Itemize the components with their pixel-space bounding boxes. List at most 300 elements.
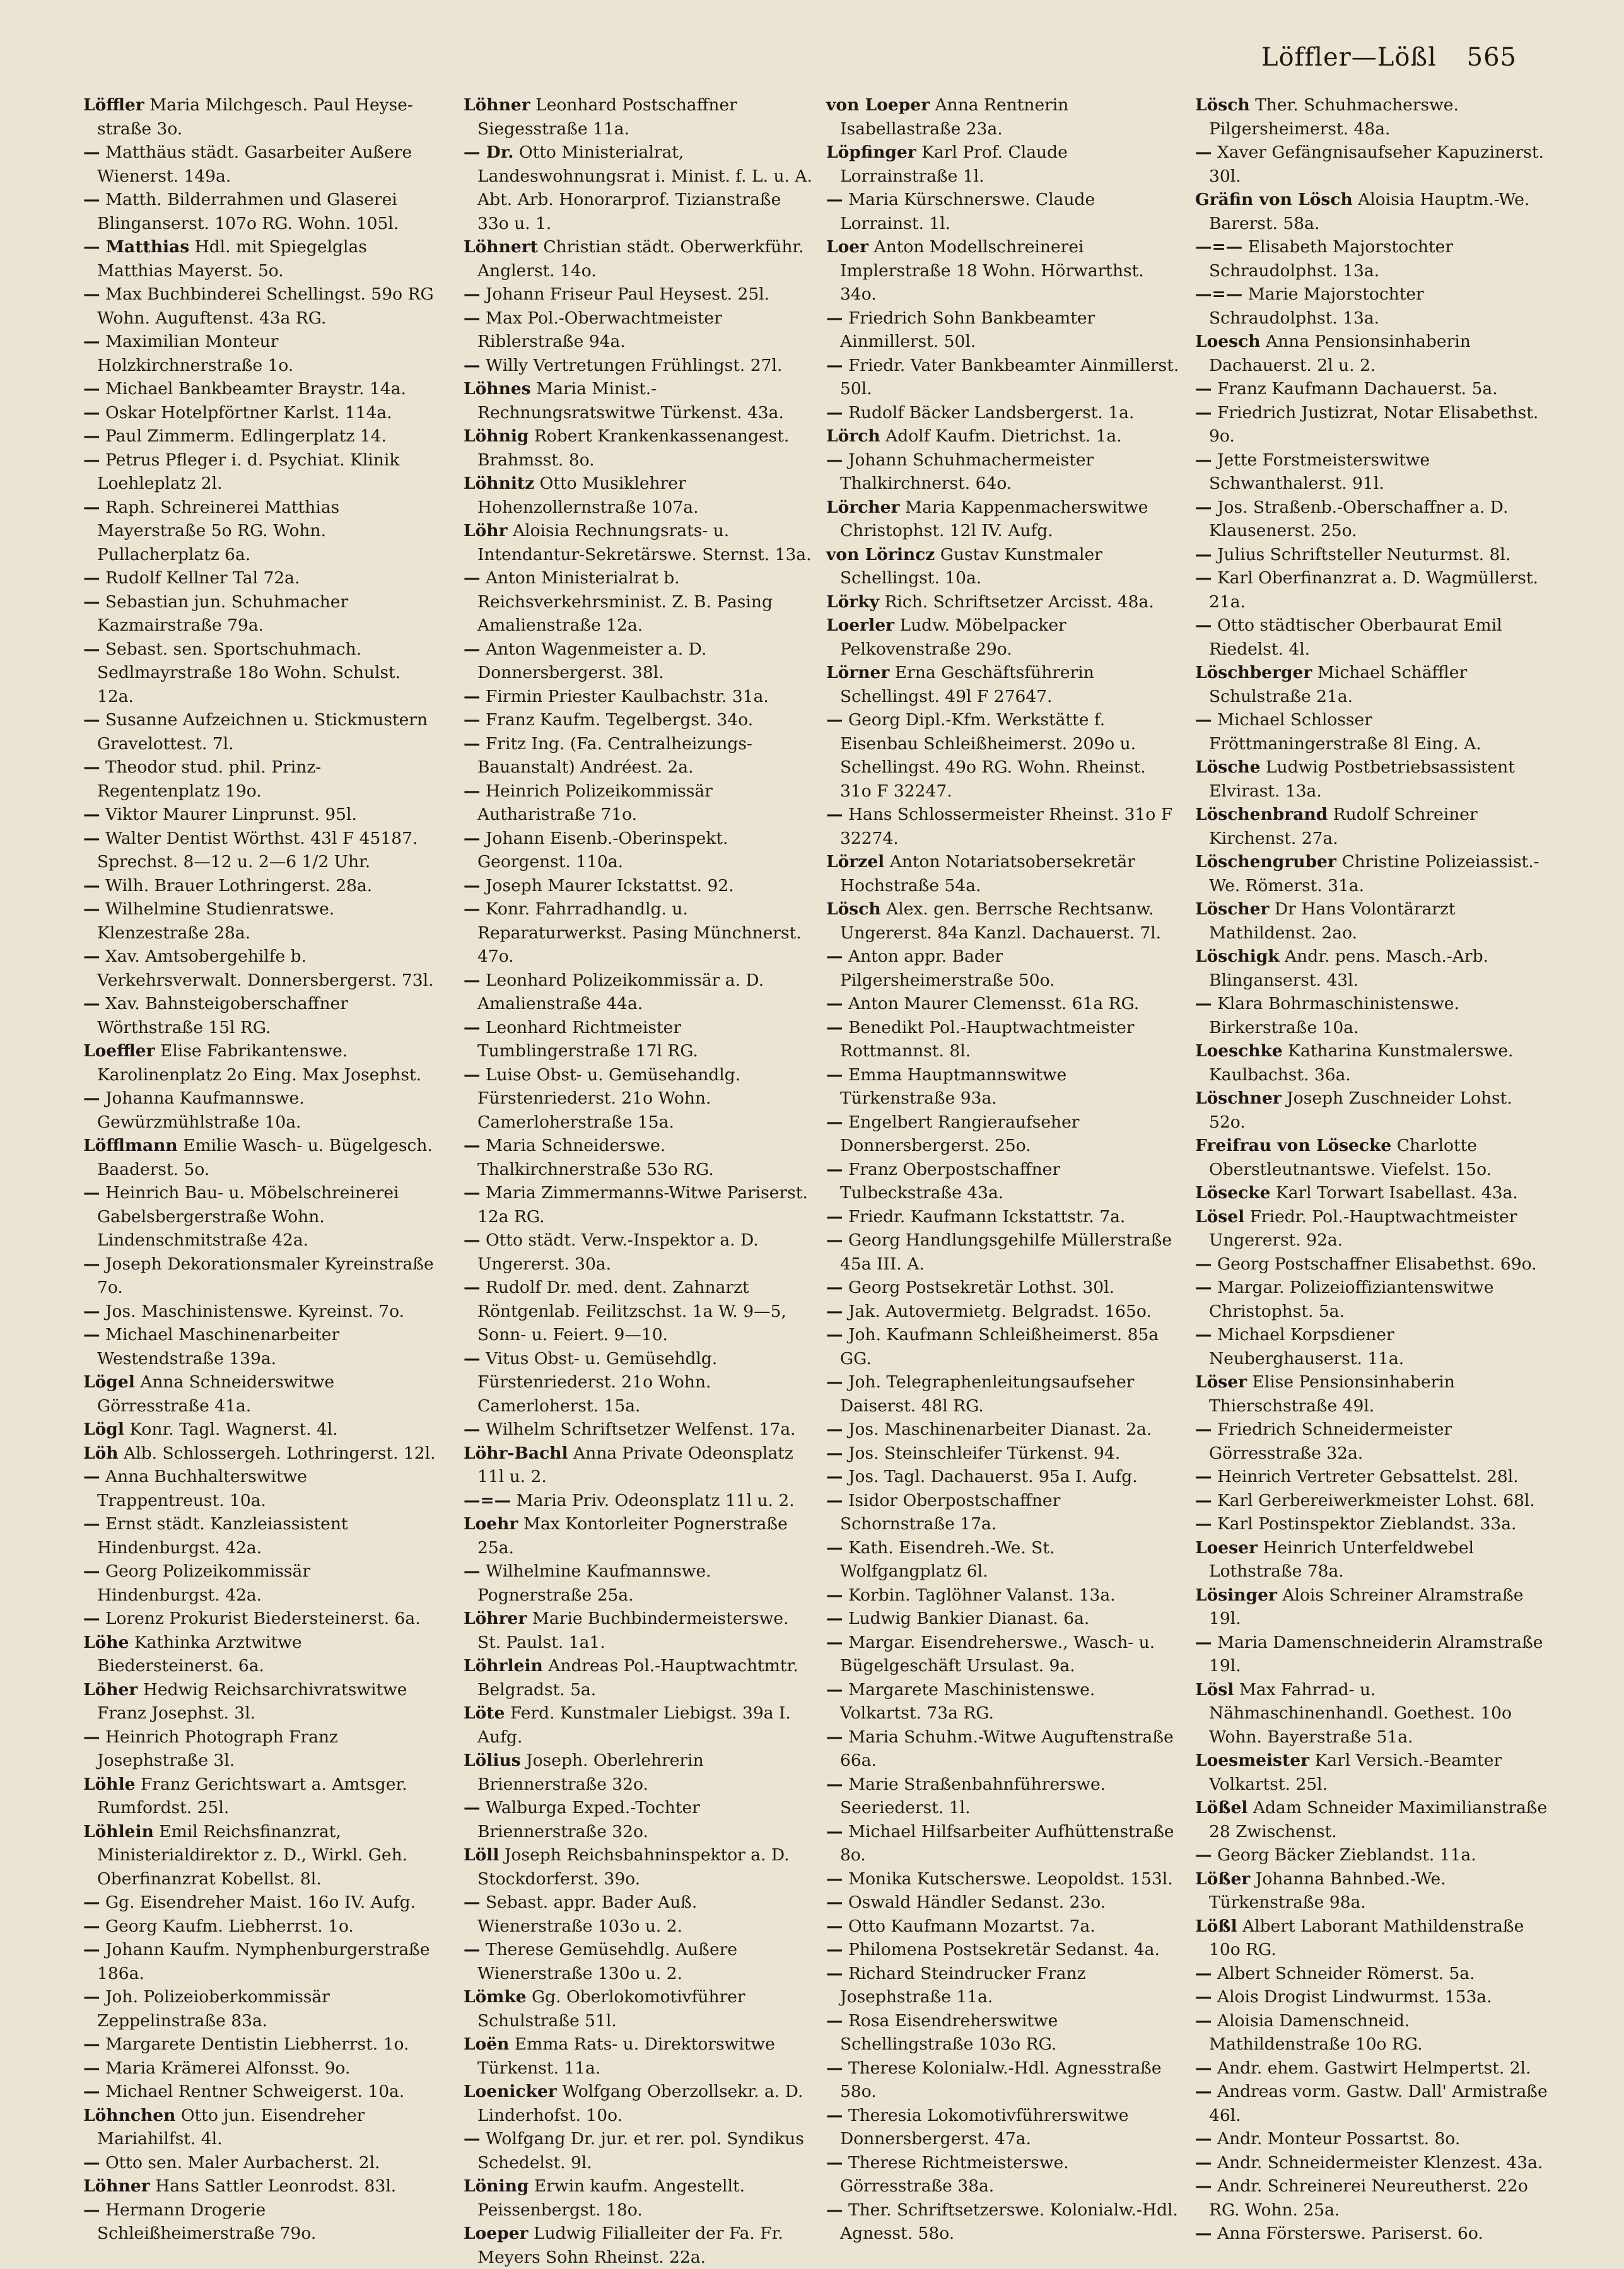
column-3 xyxy=(826,93,1179,2246)
entry-surname: — xyxy=(464,1017,481,1037)
entry-surname: — Dr. xyxy=(464,143,514,162)
directory-entry xyxy=(826,1915,1179,1939)
entry-text: Kathinka Arztwitwe Biedersteinerst. 6a. xyxy=(97,1632,302,1676)
entry-text: Franz Kaufmann Dachauerst. 5a. xyxy=(1217,379,1498,399)
entry-surname: — xyxy=(826,2152,843,2173)
entry-surname: — xyxy=(1195,497,1212,517)
directory-entry xyxy=(464,354,817,378)
entry-surname: — xyxy=(83,497,100,517)
directory-entry xyxy=(83,2056,436,2080)
entry-surname: — xyxy=(826,1869,843,1889)
entry-text: Margar. Polizeioffiziantenswitwe Christophst. 5a. xyxy=(1209,1278,1494,1321)
directory-entry xyxy=(83,1678,436,1725)
directory-entry xyxy=(83,1512,436,1560)
entry-text: Ferd. Kunstmaler Liebigst. 39a I. Aufg. xyxy=(477,1703,791,1747)
directory-entry xyxy=(1195,1985,1548,2009)
directory-entry xyxy=(464,2222,817,2269)
entry-surname: — xyxy=(464,1561,481,1581)
entry-text: Wilh. Brauer Lothringerst. 28a. xyxy=(105,875,373,895)
entry-surname: Lösinger xyxy=(1195,1585,1277,1605)
entry-text: Sebast. sen. Sportschuhmach. Sedlmayrstraße 18o Wohn. Schulst. 12a. xyxy=(97,639,401,706)
entry-surname: — xyxy=(1195,1987,1212,2007)
entry-text: Albert Schneider Römerst. 5a. xyxy=(1217,1963,1475,1983)
directory-entry xyxy=(464,1512,817,1560)
entry-surname: — xyxy=(1195,2176,1212,2196)
entry-text: Hans Schlossermeister Rheinst. 31o F 32274. xyxy=(840,805,1173,848)
entry-surname: — xyxy=(826,1490,843,1510)
directory-entry xyxy=(826,1773,1179,1820)
entry-surname: — xyxy=(1195,1254,1212,1274)
directory-entry xyxy=(826,1276,1179,1300)
entry-text: Hdl. mit Spiegelglas Matthias Mayerst. 5o. xyxy=(97,237,367,281)
entry-surname: — xyxy=(1195,568,1212,588)
entry-surname: — xyxy=(83,402,100,423)
entry-text: Margarete Maschinistenswe. Volkartst. 73a RG. xyxy=(840,1679,1095,1723)
entry-surname: — xyxy=(826,2058,843,2078)
entry-surname: Loer xyxy=(826,237,869,257)
directory-entry xyxy=(826,1323,1179,1370)
entry-text: Friedr. Kaufmann Ickstattstr. 7a. xyxy=(848,1206,1126,1227)
entry-text: Robert Krankenkassenangest. Brahmsst. 8o. xyxy=(477,426,790,470)
entry-text: Walburga Exped.-Tochter Briennerstraße 32o. xyxy=(477,1798,700,1841)
directory-entry xyxy=(83,874,436,898)
entry-surname: — xyxy=(826,1065,843,1085)
entry-text: Georg Bäcker Zieblandst. 11a. xyxy=(1217,1845,1476,1865)
directory-entry xyxy=(83,448,436,496)
entry-surname: Lösch xyxy=(1195,95,1250,115)
entry-text: Hans Sattler Leonrodst. 83l. xyxy=(155,2176,397,2196)
entry-text: Katharina Kunstmalerswe. Kaulbachst. 36a. xyxy=(1209,1041,1514,1085)
entry-text: Sebastian jun. Schuhmacher Kazmairstraße 79a. xyxy=(97,592,349,635)
entry-surname: — xyxy=(1195,710,1212,730)
directory-entry xyxy=(1195,566,1548,614)
entry-text: Leonhard Postschaffner Siegesstraße 11a. xyxy=(477,95,737,139)
entry-surname: — xyxy=(83,1940,100,1959)
directory-entry xyxy=(464,1016,817,1063)
directory-entry xyxy=(464,141,817,235)
entry-text: Luise Obst- u. Gemüsehandlg. Fürstenriederst. 21o Wohn. Camerloherstraße 15a. xyxy=(477,1065,741,1132)
directory-entry xyxy=(1195,141,1548,188)
entry-text: Karl Torwart Isabellast. 43a. xyxy=(1275,1183,1518,1203)
entry-surname: — xyxy=(83,450,100,470)
directory-entry xyxy=(826,1228,1179,1276)
entry-surname: Lögl xyxy=(83,1420,124,1439)
entry-surname: — xyxy=(826,710,843,730)
entry-surname: — xyxy=(464,733,481,754)
entry-text: Margar. Eisendreherswe., Wasch- u. Bügelgeschäft Ursulast. 9a. xyxy=(840,1632,1155,1676)
entry-surname: — xyxy=(464,1893,481,1912)
entry-text: Maria Damenschneiderin Alramstraße 19l. xyxy=(1209,1632,1543,1676)
entry-surname: — xyxy=(464,710,481,730)
directory-entry xyxy=(464,1843,817,1891)
directory-entry xyxy=(1195,1252,1548,1276)
directory-entry xyxy=(83,1891,436,1915)
directory-entry xyxy=(826,306,1179,354)
entry-text: Michael Schäffler Schulstraße 21a. xyxy=(1209,663,1468,706)
directory-entry xyxy=(826,424,1179,448)
entry-surname: Loesmeister xyxy=(1195,1751,1310,1770)
entry-text: Joh. Polizeioberkommissär Zeppelinstraße 83a. xyxy=(97,1987,330,2031)
directory-entry xyxy=(1195,2080,1548,2127)
entry-surname: — xyxy=(464,686,481,706)
entry-text: Max Buchbinderei Schellingst. 59o RG Wohn. Auguftenst. 43a RG. xyxy=(97,284,434,328)
entry-text: Monika Kutscherswe. Leopoldst. 153l. xyxy=(848,1869,1173,1889)
directory-entry xyxy=(826,897,1179,945)
entry-text: Matthäus städt. Gasarbeiter Außere Wienerst. 149a. xyxy=(97,143,412,186)
directory-entry xyxy=(826,1678,1179,1725)
entry-surname: Loeper xyxy=(464,2224,529,2243)
entry-surname: Löhnchen xyxy=(83,2105,176,2125)
directory-entry xyxy=(1195,2009,1548,2056)
entry-text: Therese Richtmeisterswe. Görresstraße 38a. xyxy=(840,2152,1069,2196)
directory-entry xyxy=(83,2174,436,2198)
entry-text: Johanna Bahnbed.-We. Türkenstraße 98a. xyxy=(1209,1869,1446,1912)
directory-entry xyxy=(83,2151,436,2175)
entry-text: Rudolf Schreiner Kirchenst. 27a. xyxy=(1209,805,1478,848)
entry-surname: Gräfin von Lösch xyxy=(1195,190,1353,209)
entry-text: Andr. Monteur Possartst. 8o. xyxy=(1217,2129,1461,2149)
directory-entry xyxy=(1195,1370,1548,1418)
entry-surname: Loeschke xyxy=(1195,1041,1283,1061)
entry-surname: — xyxy=(1195,1963,1212,1983)
entry-text: Karl Prof. Claude Lorrainstraße 1l. xyxy=(840,143,1068,186)
entry-text: Therese Kolonialw.-Hdl. Agnesstraße 58o. xyxy=(840,2058,1162,2101)
entry-surname: — xyxy=(464,1798,481,1817)
entry-text: Wilhelm Schriftsetzer Welfenst. 17a. xyxy=(485,1420,796,1439)
directory-entry xyxy=(826,1584,1179,1607)
entry-surname: — xyxy=(83,2034,100,2054)
directory-entry xyxy=(1195,661,1548,708)
entry-text: Andreas vorm. Gastw. Dall' Armistraße 46l. xyxy=(1209,2082,1548,2125)
entry-surname: Lößel xyxy=(1195,1798,1248,1817)
directory-entry xyxy=(83,1938,436,1985)
directory-entry xyxy=(1195,543,1548,567)
entry-text: Raph. Schreinerei Matthias Mayerstraße 5o RG. Wohn. Pullacherplatz 6a. xyxy=(97,497,340,564)
entry-text: Johanna Kaufmannswe. Gewürzmühlstraße 10a. xyxy=(97,1088,305,1132)
entry-surname: Löschner xyxy=(1195,1088,1282,1108)
entry-surname: Loeser xyxy=(1195,1537,1258,1558)
entry-text: Karl Postinspektor Zieblandst. 33a. xyxy=(1217,1514,1517,1534)
entry-text: Otto städt. Verw.-Inspektor a. D. Ungererst. 30a. xyxy=(477,1230,759,1274)
entry-surname: — xyxy=(83,639,100,659)
directory-entry xyxy=(1195,496,1548,543)
page-number: 565 xyxy=(1466,43,1517,72)
entry-text: Wolfgang Dr. jur. et rer. pol. Syndikus Schedelst. 9l. xyxy=(477,2129,804,2173)
entry-text: Ludwig Postbetriebsassistent Elvirast. 13a. xyxy=(1209,757,1515,801)
entry-surname: — xyxy=(1195,1325,1212,1344)
entry-text: Emil Reichsfinanzrat, Ministerialdirektor z. D., Wirkl. Geh. Oberfinanzrat Kobellst. 8l. xyxy=(97,1821,408,1889)
entry-text: Hedwig Reichsarchivratswitwe Franz Josephst. 3l. xyxy=(97,1679,407,1723)
directory-entry xyxy=(83,638,436,709)
entry-surname: — xyxy=(1195,1514,1212,1534)
directory-entry xyxy=(83,590,436,638)
entry-text: Ludwig Bankier Dianast. 6a. xyxy=(848,1609,1090,1628)
entry-text: Michael Schlosser Fröttmaningerstraße 8l Eing. A. xyxy=(1209,710,1481,754)
entry-surname: — xyxy=(83,1514,100,1534)
column-2 xyxy=(464,93,817,2269)
directory-entry xyxy=(826,661,1179,708)
directory-entry xyxy=(83,2198,436,2246)
entry-text: Vitus Obst- u. Gemüsehdlg. Fürstenriederst. 21o Wohn. Camerloherst. 15a. xyxy=(477,1348,718,1416)
directory-entry xyxy=(1195,1087,1548,1134)
entry-surname: — xyxy=(464,2129,481,2149)
entry-surname: —=— xyxy=(1195,237,1243,257)
entry-text: Korbin. Taglöhner Valanst. 13a. xyxy=(848,1585,1116,1605)
entry-text: Franz Oberpostschaffner Tulbeckstraße 43a. xyxy=(840,1159,1061,1203)
directory-entry xyxy=(464,1749,817,1796)
entry-surname: — xyxy=(83,875,100,895)
directory-entry xyxy=(83,897,436,945)
entry-text: Elise Fabrikantenswe. Karolinenplatz 2o Eing. Max Josephst. xyxy=(97,1041,422,1085)
entry-surname: — xyxy=(464,1065,481,1085)
entry-surname: — xyxy=(83,379,100,399)
directory-entry xyxy=(464,306,817,354)
entry-surname: — xyxy=(83,568,100,588)
entry-surname: Lößl xyxy=(1195,1916,1237,1936)
entry-surname: — xyxy=(83,426,100,446)
entry-text: Lorenz Prokurist Biedersteinerst. 6a. xyxy=(105,1609,421,1628)
entry-surname: — xyxy=(826,1159,843,1179)
directory-entry xyxy=(1195,1134,1548,1181)
directory-entry xyxy=(1195,1843,1548,1867)
entry-surname: Lösl xyxy=(1195,1679,1234,1700)
directory-entry xyxy=(1195,992,1548,1039)
entry-text: Alex. gen. Berrsche Rechtsanw. Ungererst. 84a Kanzl. Dachauerst. 7l. xyxy=(840,899,1162,943)
directory-entry xyxy=(83,330,436,377)
entry-text: Georg Polizeikommissär Hindenburgst. 42a. xyxy=(97,1561,310,1605)
entry-surname: Lörner xyxy=(826,663,890,682)
entry-text: Anna Buchhalterswitwe Trappentreust. 10a. xyxy=(97,1467,307,1510)
entry-text: Max Kontorleiter Pognerstraße 25a. xyxy=(477,1514,788,1558)
entry-text: Jos. Maschinenarbeiter Dianast. 2a. xyxy=(848,1420,1152,1439)
directory-entry xyxy=(1195,93,1548,141)
directory-entry xyxy=(1195,1039,1548,1087)
entry-surname: — xyxy=(826,1632,843,1652)
entry-text: Julius Schriftsteller Neuturmst. 8l. xyxy=(1217,544,1511,564)
entry-text: Richard Steindrucker Franz Josephstraße 11a. xyxy=(840,1963,1086,2007)
entry-surname: — xyxy=(83,947,100,966)
entry-surname: — xyxy=(1195,2010,1212,2031)
entry-text: Anton Maurer Clemensst. 61a RG. xyxy=(848,994,1140,1013)
directory-entry xyxy=(83,1915,436,1939)
entry-text: Emma Hauptmannswitwe Türkenstraße 93a. xyxy=(840,1065,1067,1108)
entry-text: Jos. Steinschleifer Türkenst. 94. xyxy=(848,1443,1121,1463)
entry-surname: Löschberger xyxy=(1195,663,1312,682)
directory-entry xyxy=(464,424,817,472)
directory-entry xyxy=(826,1962,1179,2009)
directory-entry xyxy=(1195,2127,1548,2151)
entry-surname: Löh xyxy=(83,1443,119,1463)
entry-text: Konr. Tagl. Wagnerst. 4l. xyxy=(129,1420,338,1439)
entry-surname: Löhrer xyxy=(464,1609,527,1628)
directory-entry xyxy=(826,1370,1179,1418)
entry-surname: — xyxy=(1195,615,1212,635)
entry-text: Maria Zimmermanns-Witwe Pariserst. 12a RG. xyxy=(477,1183,808,1227)
entry-surname: Löning xyxy=(464,2176,529,2196)
directory-entry xyxy=(464,2080,817,2127)
directory-entry xyxy=(83,1087,436,1134)
entry-text: Michael Maschinenarbeiter Westendstraße 139a. xyxy=(97,1325,340,1368)
entry-surname: — xyxy=(1195,2129,1212,2149)
entry-text: Sebast. appr. Bader Auß. Wienerstraße 103o u. 2. xyxy=(477,1893,698,1936)
entry-text: Dr Hans Volontärarzt Mathildenst. 2ao. xyxy=(1209,899,1456,943)
entry-text: Anton Modellschreinerei Implerstraße 18 Wohn. Hörwarthst. 34o. xyxy=(840,237,1144,304)
entry-surname: Lößer xyxy=(1195,1869,1251,1889)
entry-surname: — Matthias xyxy=(83,237,190,257)
entry-text: Jak. Autovermietg. Belgradst. 165o. xyxy=(848,1301,1152,1321)
entry-text: Kath. Eisendreh.-We. St. Wolfgangplatz 6l. xyxy=(840,1537,1055,1581)
entry-surname: — xyxy=(826,2105,843,2125)
entry-surname: — xyxy=(83,828,100,848)
directory-entry xyxy=(826,1205,1179,1229)
directory-entry xyxy=(83,1465,436,1512)
entry-surname: — xyxy=(826,1821,843,1841)
directory-entry xyxy=(826,1607,1179,1631)
entry-surname: — xyxy=(826,190,843,209)
directory-entry xyxy=(83,2033,436,2056)
directory-entry xyxy=(1195,401,1548,448)
entry-text: Anna Private Odeonsplatz 11l u. 2. xyxy=(477,1443,793,1486)
entry-surname: Löll xyxy=(464,1845,499,1865)
entry-text: Anna Pensionsinhaberin Dachauerst. 2l u. 2. xyxy=(1209,332,1471,375)
entry-text: Erna Geschäftsführerin Schellingst. 49l F 27647. xyxy=(840,663,1094,706)
entry-text: Christine Polizeiassist.-We. Römerst. 31a. xyxy=(1209,852,1539,895)
entry-text: Heinrich Polizeikommissär Autharistraße 71o. xyxy=(477,781,713,824)
directory-entry xyxy=(826,354,1179,401)
entry-text: Georg Kaufm. Liebherrst. 1o. xyxy=(105,1916,354,1936)
directory-entry xyxy=(464,283,817,306)
entry-text: Georg Postsekretär Lothst. 30l. xyxy=(848,1278,1114,1297)
entry-text: Xav. Amtsobergehilfe b. Verkehrsverwalt. Donnersbergerst. 73l. xyxy=(97,947,434,990)
entry-text: Friedr. Vater Bankbeamter Ainmillerst. 50l. xyxy=(840,355,1179,399)
entry-text: Otto Kaufmann Mozartst. 7a. xyxy=(848,1916,1095,1936)
entry-text: Oswald Händler Sedanst. 23o. xyxy=(848,1893,1106,1912)
entry-text: Philomena Postsekretär Sedanst. 4a. xyxy=(848,1940,1160,1959)
entry-text: Johann Schuhmachermeister Thalkirchnerst. 64o. xyxy=(840,450,1094,493)
entry-surname: Löhnes xyxy=(464,379,531,399)
entry-surname: — xyxy=(1195,1467,1212,1486)
entry-surname: — xyxy=(1195,450,1212,470)
entry-surname: — xyxy=(1195,1490,1212,1510)
entry-surname: Löhnert xyxy=(464,237,538,257)
directory-entry xyxy=(1195,1867,1548,1915)
entry-surname: — xyxy=(826,1537,843,1558)
entry-text: Max Pol.-Oberwachtmeister Riblerstraße 94a. xyxy=(477,308,722,351)
entry-surname: — xyxy=(464,828,481,848)
entry-surname: Löpfinger xyxy=(826,143,916,162)
entry-surname: Löscher xyxy=(1195,899,1270,919)
directory-entry xyxy=(826,1891,1179,1915)
directory-entry xyxy=(464,2127,817,2174)
entry-surname: Lömke xyxy=(464,1987,527,2007)
directory-entry xyxy=(826,1536,1179,1584)
entry-surname: — xyxy=(826,1916,843,1936)
directory-entry xyxy=(826,1465,1179,1489)
entry-surname: — xyxy=(464,1136,481,1155)
entry-surname: —=— xyxy=(1195,284,1243,304)
directory-entry xyxy=(464,472,817,519)
entry-text: Klara Bohrmaschinistenswe. Birkerstraße 10a. xyxy=(1209,994,1459,1037)
entry-text: Ther. Schuhmacherswe. Pilgersheimerst. 48a. xyxy=(1209,95,1459,139)
directory-entry xyxy=(464,93,817,141)
entry-surname: — xyxy=(826,1372,843,1392)
entry-surname: Lölius xyxy=(464,1751,521,1770)
entry-text: Paul Zimmerm. Edlingerplatz 14. xyxy=(105,426,387,446)
directory-entry xyxy=(826,1867,1179,1891)
directory-entry xyxy=(826,1725,1179,1773)
directory-entry xyxy=(1195,2151,1548,2175)
directory-entry xyxy=(826,2056,1179,2104)
directory-entry xyxy=(1195,235,1548,283)
entry-text: Joseph Zuschneider Lohst. 52o. xyxy=(1209,1088,1512,1132)
entry-text: Fritz Ing. (Fa. Centralheizungs-Bauanstalt) Andréest. 2a. xyxy=(477,733,752,777)
directory-entry xyxy=(464,1654,817,1701)
entry-surname: — xyxy=(826,1893,843,1912)
entry-surname: Löhle xyxy=(83,1774,136,1794)
entry-surname: Lögel xyxy=(83,1372,135,1392)
directory-entry xyxy=(826,1442,1179,1466)
directory-entry xyxy=(83,283,436,330)
entry-text: Anton appr. Bader Pilgersheimerstraße 50o. xyxy=(840,947,1055,990)
directory-entry xyxy=(83,1300,436,1324)
entry-surname: Löhr-Bachl xyxy=(464,1443,568,1463)
entry-surname: — xyxy=(826,1774,843,1794)
directory-entry xyxy=(83,1442,436,1466)
entry-surname: —=— xyxy=(464,1490,511,1510)
entry-text: Jos. Maschinistenswe. Kyreinst. 7o. xyxy=(105,1301,405,1321)
entry-text: Christian städt. Oberwerkführ. Anglerst. 14o. xyxy=(477,237,804,281)
entry-text: Johann Eisenb.-Oberinspekt. Georgenst. 110a. xyxy=(477,828,728,872)
directory-entry xyxy=(826,188,1179,235)
entry-text: Charlotte Oberstleutnantswe. Viefelst. 15o. xyxy=(1209,1136,1492,1179)
entry-text: Gg. Oberlokomotivführer Schulstraße 51l. xyxy=(477,1987,745,2031)
entry-surname: — xyxy=(464,1183,481,1203)
directory-entry xyxy=(1195,1465,1548,1489)
directory-entry xyxy=(826,708,1179,803)
entry-text: Friedrich Justizrat, Notar Elisabethst. 9o. xyxy=(1209,402,1539,446)
directory-entry xyxy=(826,235,1179,306)
entry-text: Maria Minist.-Rechnungsratswitwe Türkenst. 43a. xyxy=(477,379,784,423)
directory-entry xyxy=(83,1773,436,1820)
entry-text: Friedrich Sohn Bankbeamter Ainmillerst. 50l. xyxy=(840,308,1095,351)
directory-entry xyxy=(826,1938,1179,1962)
column-1 xyxy=(83,93,436,2246)
entry-text: Matth. Bilderrahmen und Glaserei Blinganserst. 107o RG. Wohn. 105l. xyxy=(97,190,399,233)
directory-entry xyxy=(826,1300,1179,1324)
entry-surname: Lösch xyxy=(826,899,881,919)
entry-text: Friedr. Pol.-Hauptwachtmeister Ungererst. 92a. xyxy=(1209,1206,1517,1250)
entry-surname: Löhr xyxy=(464,521,508,540)
entry-surname: — xyxy=(1195,1632,1212,1652)
entry-text: Joh. Telegraphenleitungsaufseher Daiserst. 48l RG. xyxy=(840,1372,1135,1416)
directory-entry xyxy=(464,377,817,424)
entry-text: Ludwig Filialleiter der Fa. Fr. Meyers Sohn Rheinst. 22a. xyxy=(477,2224,783,2267)
entry-surname: — xyxy=(464,308,481,328)
directory-entry xyxy=(464,827,817,874)
entry-text: Marie Majorstochter Schraudolphst. 13a. xyxy=(1209,284,1424,328)
entry-text: Anton Ministerialrat b. Reichsverkehrsminist. Z. B. Pasing Amalienstraße 12a. xyxy=(477,568,773,635)
directory-entry xyxy=(464,1276,817,1347)
directory-entry xyxy=(826,992,1179,1016)
directory-entry xyxy=(464,2033,817,2080)
entry-text: Georg Handlungsgehilfe Müllerstraße 45a III. A. xyxy=(840,1230,1172,1274)
entry-surname: — xyxy=(83,1183,100,1203)
directory-entry xyxy=(83,803,436,827)
directory-entry xyxy=(826,850,1179,897)
directory-entry xyxy=(826,141,1179,188)
entry-text: Engelbert Rangieraufseher Donnersbergerst. 25o. xyxy=(840,1112,1080,1155)
entry-surname: — xyxy=(826,1420,843,1439)
